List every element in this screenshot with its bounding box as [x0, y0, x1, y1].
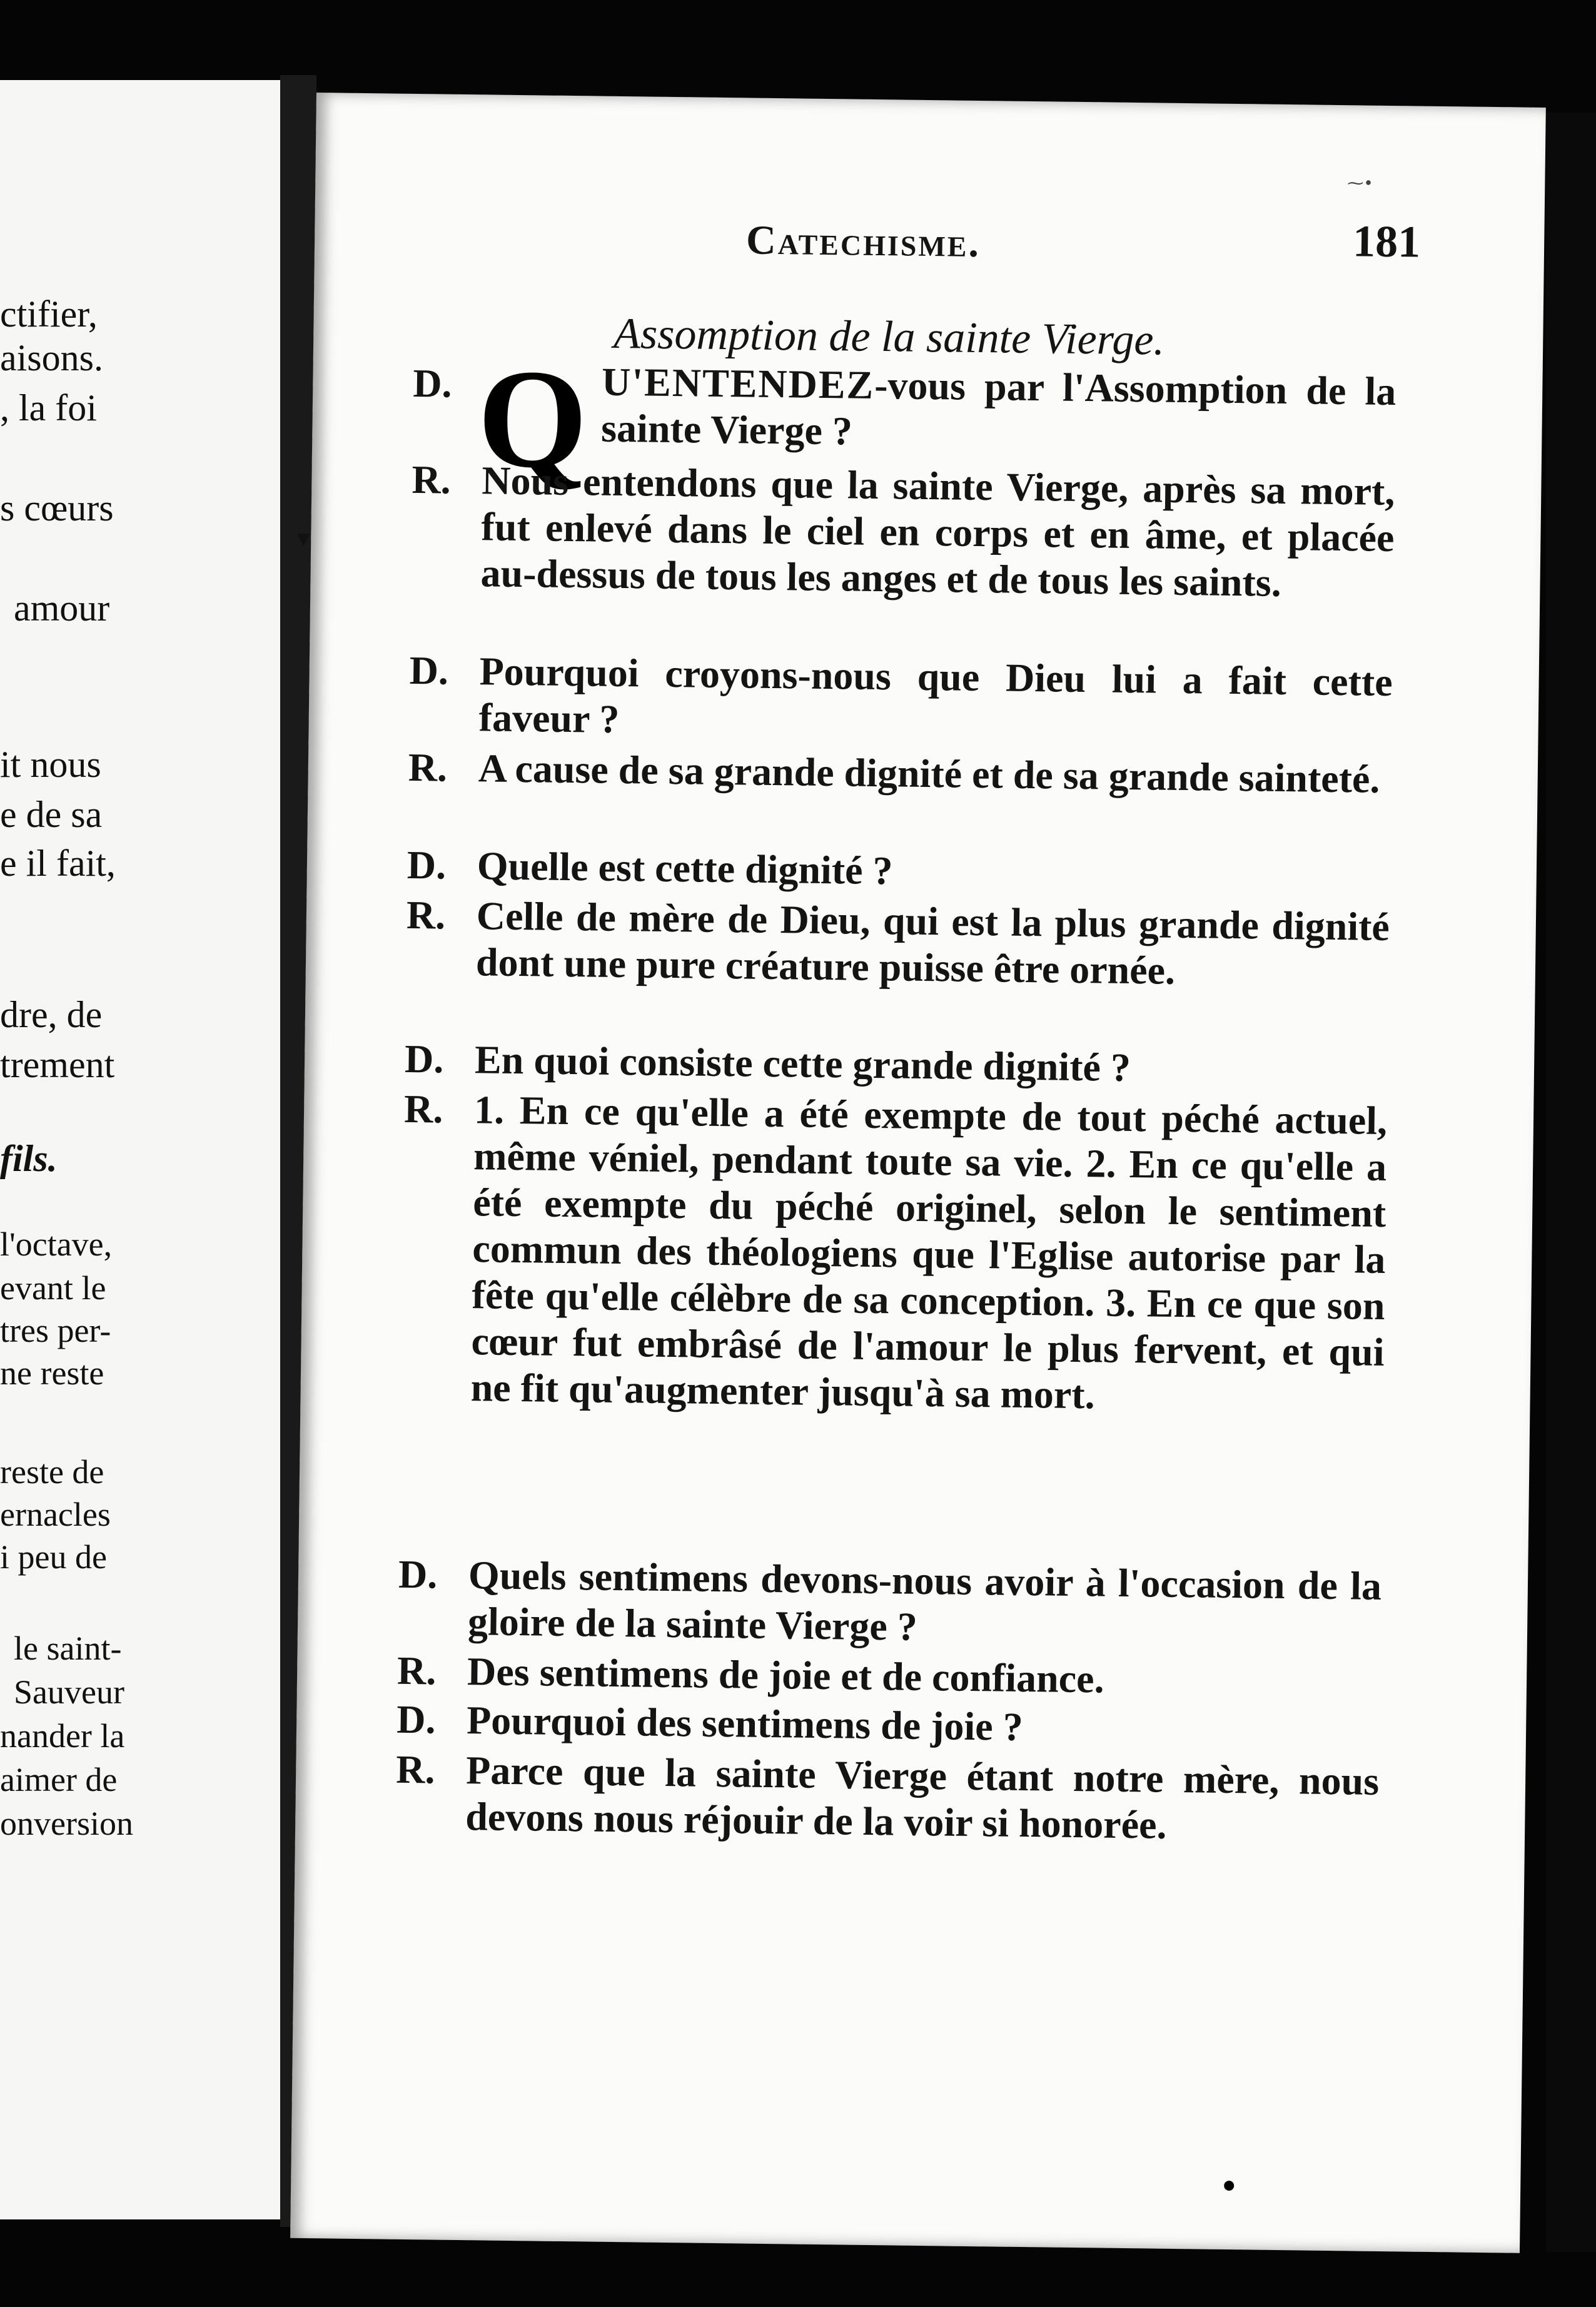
left-page-line: ne reste — [0, 1354, 104, 1392]
answer-text: Parce que la sainte Vierge étant notre mère, nous devons nous réjouir de la voir si honorée. — [465, 1748, 1380, 1847]
answer-text: 1. En ce qu'elle a été exempte de tout péché actuel, même véniel, pendant toute sa vie. 2. En ce qu'elle a été exempte du péché originel, selon le sentiment commun des théologiens que l'Eglise autorise par la fête qu'elle célèbre de sa conception. 3. En ce que son cœur fut embrâsé de l'amour le plus fervent, et qui ne fit qu'augmenter jusqu'à sa mort. — [470, 1087, 1388, 1417]
answer-text: A cause de sa grande dignité et de sa grande sainteté. — [478, 746, 1380, 801]
left-page-line: aimer de — [0, 1761, 118, 1798]
question-text: En quoi consiste cette grande dignité ? — [474, 1037, 1131, 1090]
margin-mark-icon: ▾ — [297, 524, 310, 553]
catechism-question — [299, 1550, 1528, 1649]
left-page-line: evant le — [0, 1269, 106, 1307]
answer-text: Des sentimens de joie et de confiance. — [467, 1649, 1105, 1701]
catechism-question — [310, 646, 1539, 741]
question-marker: D. — [396, 1696, 436, 1742]
left-page-line: fils. — [0, 1138, 58, 1179]
catechism-question — [305, 1035, 1535, 1090]
left-page-line: ctifier, — [0, 293, 98, 335]
left-page-line: l'octave, — [0, 1225, 113, 1263]
book-page — [290, 93, 1546, 2253]
left-page-line: i peu de — [0, 1538, 107, 1576]
left-page-line: s cœurs — [0, 487, 114, 529]
left-page-line: e il fait, — [0, 843, 116, 884]
running-head-title: Catechisme. — [745, 217, 981, 266]
section-title: Assomption de la sainte Vierge. — [613, 309, 1165, 365]
left-page-line: , la foi — [0, 387, 97, 428]
ink-dot — [1224, 2181, 1234, 2191]
question-marker: D. — [407, 842, 447, 888]
page-number: 181 — [1352, 216, 1421, 267]
question-marker: D. — [409, 647, 449, 693]
scan-border — [1546, 113, 1596, 2252]
left-page-line: onversion — [0, 1805, 133, 1842]
printer-ornament-icon: ⁓• — [1347, 174, 1373, 193]
answer-marker: R. — [403, 1086, 443, 1132]
left-page-line: amour — [14, 587, 110, 629]
question-text-body: -vous par l'Assomption de la sainte Vierge ? — [600, 362, 1396, 454]
left-page-line: le saint- — [14, 1630, 122, 1667]
question-text: Pourquoi des sentimens de joie ? — [466, 1698, 1024, 1749]
left-page-line: ernacles — [0, 1496, 111, 1533]
catechism-question — [307, 841, 1537, 893]
left-page-line: it nous — [0, 744, 101, 785]
answer-marker: R. — [408, 744, 448, 790]
question-marker: D. — [398, 1551, 438, 1597]
question-text: Pourquoi croyons-nous que Dieu lui a fait cette faveur ? — [478, 649, 1393, 741]
question-marker: D. — [412, 360, 452, 406]
left-page-line: e de sa — [0, 794, 103, 835]
question-marker: D. — [404, 1036, 444, 1082]
left-page-line: aisons. — [0, 337, 103, 378]
opening-word: U'ENTENDEZ — [601, 359, 875, 407]
question-text: Quelle est cette dignité ? — [477, 843, 893, 893]
left-page-line: Sauveur — [14, 1673, 124, 1711]
answer-marker: R. — [396, 1648, 437, 1693]
left-page-line: nander la — [0, 1717, 125, 1755]
answer-text: Celle de mère de Dieu, qui est la plus grande dignité dont une pure créature puisse être ornée. — [475, 893, 1390, 993]
left-page-line: trement — [0, 1044, 115, 1085]
answer-marker: R. — [406, 892, 446, 938]
left-page-line: dre, de — [0, 994, 103, 1035]
question-text: Quels sentimens devons-nous avoir à l'occasion de la gloire de la sainte Vierge ? — [467, 1553, 1382, 1649]
left-page-line: tres per- — [0, 1312, 111, 1349]
drop-cap: Q — [477, 340, 588, 498]
left-page-line: reste de — [0, 1453, 104, 1491]
answer-text: Nous entendons que la sainte Vierge, après sa mort, fut enlevé dans le ciel en corps et en âme, et placée au-dessus de tous les anges et de tous les saints. — [480, 458, 1395, 605]
answer-marker: R. — [412, 457, 452, 502]
answer-marker: R. — [395, 1747, 435, 1792]
facing-page-left — [0, 80, 280, 2219]
